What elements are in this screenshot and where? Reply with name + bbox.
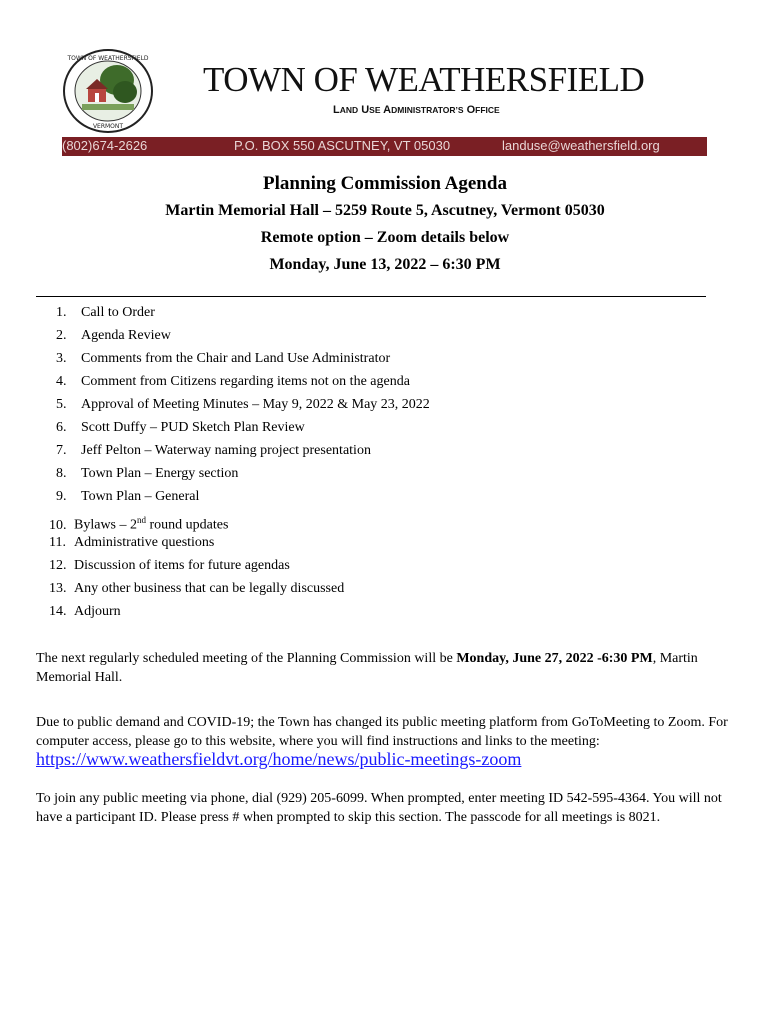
list-item: 11. Administrative questions — [49, 535, 215, 550]
list-item: 13. Any other business that can be legally discussed — [49, 581, 345, 596]
list-item: 1. Call to Order — [56, 305, 155, 320]
list-item: 6. Scott Duffy – PUD Sketch Plan Review — [56, 420, 305, 435]
meeting-date: Monday, June 13, 2022 – 6:30 PM — [269, 256, 501, 273]
town-title: TOWN OF WEATHERSFIELD — [203, 60, 645, 99]
list-item: 5. Approval of Meeting Minutes – May 9, 2022 & May 23, 2022 — [56, 397, 430, 412]
seal-lettering: TOWN OF WEATHERSFIELD — [67, 55, 149, 62]
agenda-title: Planning Commission Agenda — [263, 173, 507, 194]
contact-bar — [62, 137, 707, 156]
divider — [36, 296, 706, 297]
list-item: 9. Town Plan – General — [56, 489, 200, 504]
list-item: 3. Comments from the Chair and Land Use Administrator — [56, 351, 391, 366]
agenda-list — [49, 303, 430, 625]
zoom-link[interactable]: https://www.weathersfieldvt.org/home/news/public-meetings-zoom — [36, 749, 522, 769]
list-item: 2. Agenda Review — [56, 328, 171, 343]
next-meeting-note: The next regularly scheduled meeting of the Planning Commission will be Monday, June 27, 2022 -6:30 PM, Martin Memorial Hall. — [36, 651, 698, 685]
list-item: 7. Jeff Pelton – Waterway naming project presentation — [56, 443, 371, 458]
remote-option: Remote option – Zoom details below — [260, 229, 510, 246]
email-address[interactable]: landuse@weathersfield.org — [502, 138, 660, 153]
list-item: 12. Discussion of items for future agendas — [49, 558, 290, 573]
svg-text:VERMONT: VERMONT — [92, 123, 124, 130]
list-item: 10. Bylaws – 2nd round updates — [49, 515, 229, 533]
list-item: 14. Adjourn — [49, 604, 121, 619]
phone-info: To join any public meeting via phone, dial (929) 205-6099. When prompted, enter meeting ID 542-595-4364. You will not have a participant ID. Please press # when prompted to skip this section. The passcode for all meetings is 8021. — [36, 791, 722, 825]
office-name: LAND USE ADMINISTRATOR’S OFFICE — [333, 104, 500, 116]
list-item: 4. Comment from Citizens regarding items not on the agenda — [56, 374, 410, 389]
meeting-location: Martin Memorial Hall – 5259 Route 5, Ascutney, Vermont 05030 — [165, 202, 605, 219]
mailing-address: P.O. BOX 550 ASCUTNEY, VT 05030 — [234, 138, 451, 153]
town-seal-logo — [62, 48, 154, 134]
zoom-info: Due to public demand and COVID-19; the Town has changed its public meeting platform from GoToMeeting to Zoom. For computer access, please go to this website, where you will find instructions and links to the meeting: — [36, 715, 728, 749]
list-item: 8. Town Plan – Energy section — [56, 466, 239, 481]
phone-number: (802)674-2626 — [62, 138, 148, 153]
